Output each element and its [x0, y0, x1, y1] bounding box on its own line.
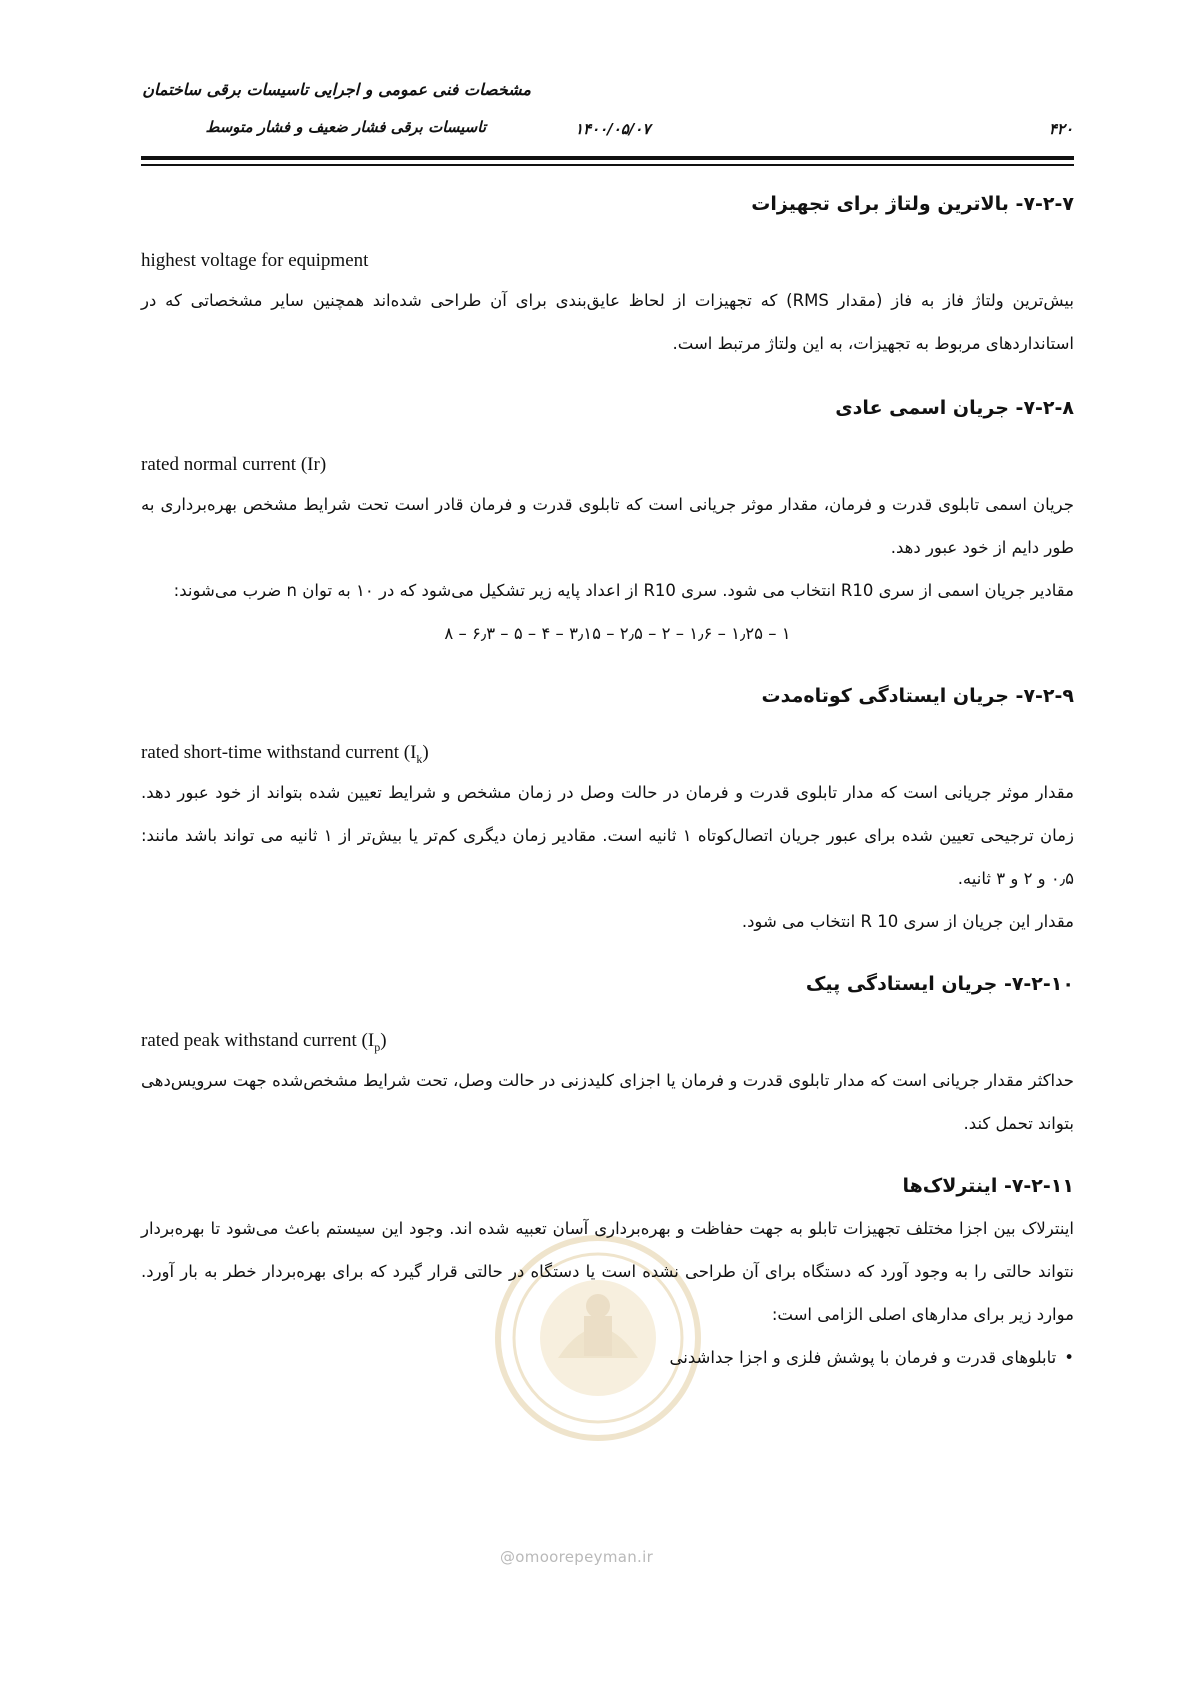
- document-title: مشخصات فنی عمومی و اجرایی تاسیسات برقی ساختمان: [142, 80, 531, 99]
- list-item-text: تابلوهای قدرت و فرمان با پوشش فلزی و اجزا جداشدنی: [669, 1348, 1057, 1367]
- document-date: ۱۴۰۰/۰۵/۰۷: [575, 120, 651, 138]
- bullet-icon: •: [1064, 1348, 1074, 1367]
- r10-series-formula: ۱ – ۱٫۲۵ – ۱٫۶ – ۲ – ۲٫۵ – ۳٫۱۵ – ۴ – ۵ – ۶٫۳ – ۸: [444, 624, 791, 643]
- section-heading: ۷-۲-۹- جریان ایستادگی کوتاه‌مدت: [761, 685, 1074, 707]
- term-english: [141, 1027, 1074, 1055]
- paragraph: بیش‌ترین ولتاژ فاز به فاز (مقدار RMS) که تجهیزات از لحاظ عایق‌بندی برای آن طراحی شده‌اند همچنین سایر مشخصاتی که در استانداردهای مربوط به تجهیزات، به این ولتاژ مرتبط است.: [141, 291, 1075, 353]
- section-heading: ۷-۲-۸- جریان اسمی عادی: [835, 397, 1074, 419]
- term-end: ): [380, 1030, 387, 1051]
- paragraph: مقدار این جریان از سری R 10 انتخاب می شود.: [741, 912, 1074, 931]
- paragraph: مقادیر جریان اسمی از سری R10 انتخاب می شود. سری R10 از اعداد پایه زیر تشکیل می‌شود که در ۱۰ به توان n ضرب می‌شوند:: [173, 581, 1074, 600]
- list-item: [141, 1336, 1074, 1379]
- term-end: ): [422, 742, 429, 763]
- header-rule-thick: [141, 156, 1074, 160]
- term-english: rated normal current (Ir): [141, 454, 327, 475]
- page-number: ۴۲۰: [1048, 120, 1073, 138]
- term-text: rated short-time withstand current (I: [141, 742, 417, 763]
- term-english: highest voltage for equipment: [141, 250, 369, 271]
- term-subscript: p: [374, 1039, 381, 1054]
- header-rule-thin: [141, 164, 1074, 166]
- paragraph: حداکثر مقدار جریانی است که مدار تابلوی قدرت و فرمان یا اجزای کلیدزنی در حالت وصل، تحت شرایط مشخص‌شده جهت سرویس‌دهی بتواند تحمل کند.: [141, 1071, 1074, 1133]
- document-body: [141, 187, 1074, 1379]
- watermark-url: @omoorepeyman.ir: [500, 1548, 654, 1566]
- section-heading: ۷-۲-۱۱- اینترلاک‌ها: [902, 1175, 1074, 1197]
- paragraph: اینترلاک بین اجزا مختلف تجهیزات تابلو به جهت حفاظت و بهره‌برداری آسان تعبیه شده اند. وجود این سیستم باعث می‌شود تا بهره‌بردار نتواند حالتی را به وجود آورد که دستگاه برای آن طراحی نشده است یا دستگاه در حالتی قرار گیرد که برای بهره‌بردار خطر به بار آورد. موارد زیر برای مدارهای اصلی الزامی است:: [141, 1219, 1074, 1324]
- term-english: [141, 739, 1074, 767]
- document-subtitle: تاسیسات برقی فشار ضعیف و فشار متوسط: [205, 118, 486, 136]
- term-text: rated peak withstand current (I: [141, 1030, 375, 1051]
- section-heading: ۷-۲-۱۰- جریان ایستادگی پیک: [805, 973, 1074, 995]
- section-heading: ۷-۲-۷- بالاترین ولتاژ برای تجهیزات: [751, 193, 1074, 215]
- paragraph: جریان اسمی تابلوی قدرت و فرمان، مقدار موثر جریانی است که تابلوی قدرت و فرمان قادر است تحت شرایط مشخص بهره‌برداری به طور دایم از خود عبور دهد.: [141, 495, 1074, 557]
- paragraph: مقدار موثر جریانی است که مدار تابلوی قدرت و فرمان در حالت وصل در زمان مشخص و شرایط تعیین شده بتواند از خود عبور دهد. زمان ترجیحی تعیین شده برای عبور جریان اتصال‌کوتاه ۱ ثانیه است. مقادیر زمان دیگری کم‌تر یا بیش‌تر از ۱ ثانیه می تواند باشد مانند: ۰٫۵ و ۲ و ۳ ثانیه.: [141, 783, 1074, 888]
- term-subscript: k: [416, 751, 423, 766]
